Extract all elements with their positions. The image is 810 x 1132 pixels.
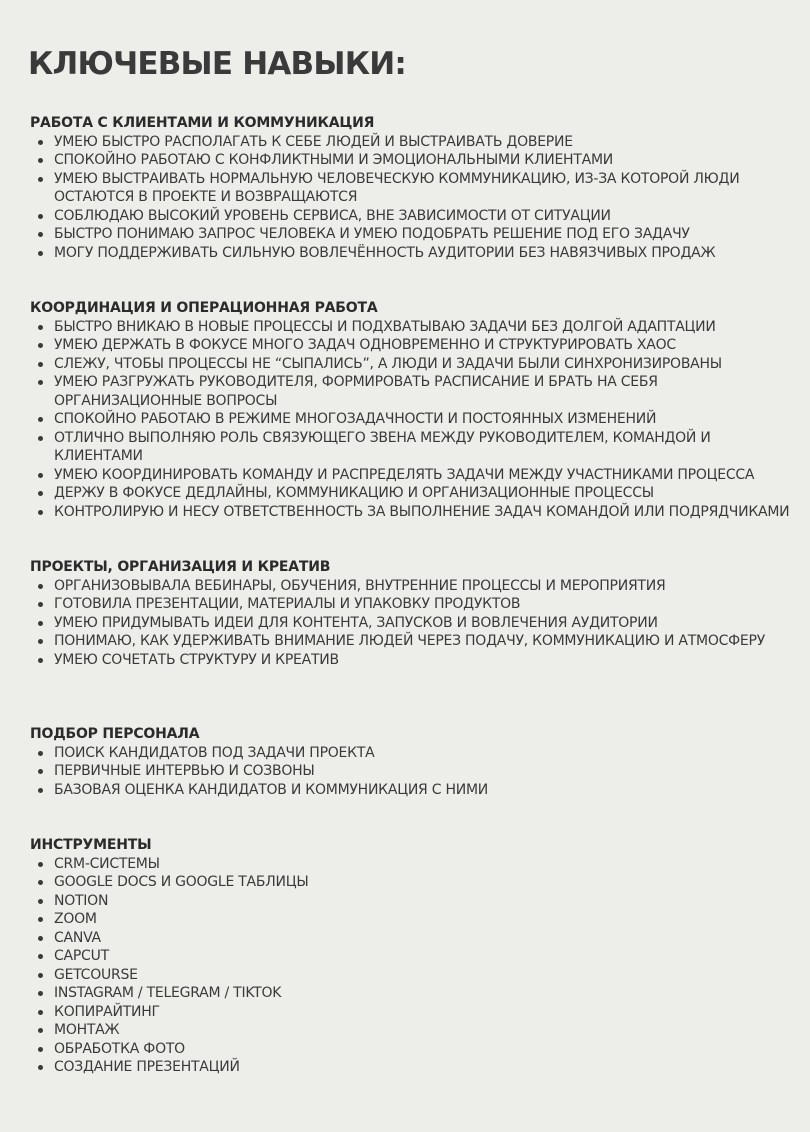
list-item: БЫСТРО ПОНИМАЮ ЗАПРОС ЧЕЛОВЕКА И УМЕЮ ПОДОБРАТЬ РЕШЕНИЕ ПОД ЕГО ЗАДАЧУ <box>30 225 800 244</box>
list-item: ОБРАБОТКА ФОТО <box>30 1040 800 1059</box>
section-heading: ИНСТРУМЕНТЫ <box>30 837 152 853</box>
list-item: CANVA <box>30 929 800 948</box>
list-item: ОТЛИЧНО ВЫПОЛНЯЮ РОЛЬ СВЯЗУЮЩЕГО ЗВЕНА МЕЖДУ РУКОВОДИТЕЛЕМ, КОМАНДОЙ И КЛИЕНТАМИ <box>30 429 800 466</box>
list-item: МОГУ ПОДДЕРЖИВАТЬ СИЛЬНУЮ ВОВЛЕЧЁННОСТЬ АУДИТОРИИ БЕЗ НАВЯЗЧИВЫХ ПРОДАЖ <box>30 244 800 263</box>
list-item: INSTAGRAM / TELEGRAM / TIKTOK <box>30 984 800 1003</box>
list-item: ПОИСК КАНДИДАТОВ ПОД ЗАДАЧИ ПРОЕКТА <box>30 744 800 763</box>
list-item: УМЕЮ РАЗГРУЖАТЬ РУКОВОДИТЕЛЯ, ФОРМИРОВАТЬ РАСПИСАНИЕ И БРАТЬ НА СЕБЯ ОРГАНИЗАЦИОННЫЕ ВОПРОСЫ <box>30 373 800 410</box>
section-tools <box>30 836 800 1077</box>
section-heading: ПРОЕКТЫ, ОРГАНИЗАЦИЯ И КРЕАТИВ <box>30 559 331 575</box>
list-item: ОРГАНИЗОВЫВАЛА ВЕБИНАРЫ, ОБУЧЕНИЯ, ВНУТРЕННИЕ ПРОЦЕССЫ И МЕРОПРИЯТИЯ <box>30 577 800 596</box>
section-clients-communication <box>30 114 800 262</box>
skills-list <box>30 744 800 800</box>
section-projects-creative <box>30 558 800 669</box>
list-item: БЫСТРО ВНИКАЮ В НОВЫЕ ПРОЦЕССЫ И ПОДХВАТЫВАЮ ЗАДАЧИ БЕЗ ДОЛГОЙ АДАПТАЦИИ <box>30 318 800 337</box>
tools-list <box>30 855 800 1077</box>
list-item: ZOOM <box>30 910 800 929</box>
list-item: БАЗОВАЯ ОЦЕНКА КАНДИДАТОВ И КОММУНИКАЦИЯ С НИМИ <box>30 781 800 800</box>
list-item: ГОТОВИЛА ПРЕЗЕНТАЦИИ, МАТЕРИАЛЫ И УПАКОВКУ ПРОДУКТОВ <box>30 595 800 614</box>
section-hiring <box>30 725 800 799</box>
skills-list <box>30 318 800 522</box>
section-heading: ПОДБОР ПЕРСОНАЛА <box>30 726 200 742</box>
list-item: GOOGLE DOCS И GOOGLE ТАБЛИЦЫ <box>30 873 800 892</box>
list-item: ПОНИМАЮ, КАК УДЕРЖИВАТЬ ВНИМАНИЕ ЛЮДЕЙ ЧЕРЕЗ ПОДАЧУ, КОММУНИКАЦИЮ И АТМОСФЕРУ <box>30 632 800 651</box>
list-item: NOTION <box>30 892 800 911</box>
list-item: GETCOURSE <box>30 966 800 985</box>
list-item: CAPCUT <box>30 947 800 966</box>
list-item: СЛЕЖУ, ЧТОБЫ ПРОЦЕССЫ НЕ “СЫПАЛИСЬ”, А ЛЮДИ И ЗАДАЧИ БЫЛИ СИНХРОНИЗИРОВАНЫ <box>30 355 800 374</box>
list-item: ПЕРВИЧНЫЕ ИНТЕРВЬЮ И СОЗВОНЫ <box>30 762 800 781</box>
list-item: УМЕЮ ДЕРЖАТЬ В ФОКУСЕ МНОГО ЗАДАЧ ОДНОВРЕМЕННО И СТРУКТУРИРОВАТЬ ХАОС <box>30 336 800 355</box>
list-item: СОБЛЮДАЮ ВЫСОКИЙ УРОВЕНЬ СЕРВИСА, ВНЕ ЗАВИСИМОСТИ ОТ СИТУАЦИИ <box>30 207 800 226</box>
list-item: УМЕЮ КООРДИНИРОВАТЬ КОМАНДУ И РАСПРЕДЕЛЯТЬ ЗАДАЧИ МЕЖДУ УЧАСТНИКАМИ ПРОЦЕССА <box>30 466 800 485</box>
list-item: УМЕЮ БЫСТРО РАСПОЛАГАТЬ К СЕБЕ ЛЮДЕЙ И ВЫСТРАИВАТЬ ДОВЕРИЕ <box>30 133 800 152</box>
list-item: УМЕЮ СОЧЕТАТЬ СТРУКТУРУ И КРЕАТИВ <box>30 651 800 670</box>
list-item: СОЗДАНИЕ ПРЕЗЕНТАЦИЙ <box>30 1058 800 1077</box>
skills-list <box>30 577 800 670</box>
list-item: КОПИРАЙТИНГ <box>30 1003 800 1022</box>
list-item: МОНТАЖ <box>30 1021 800 1040</box>
section-heading: КООРДИНАЦИЯ И ОПЕРАЦИОННАЯ РАБОТА <box>30 300 378 316</box>
list-item: УМЕЮ ВЫСТРАИВАТЬ НОРМАЛЬНУЮ ЧЕЛОВЕЧЕСКУЮ КОММУНИКАЦИЮ, ИЗ-ЗА КОТОРОЙ ЛЮДИ ОСТАЮТСЯ В ПРОЕКТЕ И ВОЗВРАЩАЮТСЯ <box>30 170 800 207</box>
list-item: CRM-СИСТЕМЫ <box>30 855 800 874</box>
section-heading: РАБОТА С КЛИЕНТАМИ И КОММУНИКАЦИЯ <box>30 115 375 131</box>
page-title: КЛЮЧЕВЫЕ НАВЫКИ: <box>28 46 406 82</box>
list-item: СПОКОЙНО РАБОТАЮ В РЕЖИМЕ МНОГОЗАДАЧНОСТИ И ПОСТОЯННЫХ ИЗМЕНЕНИЙ <box>30 410 800 429</box>
skills-list <box>30 133 800 263</box>
list-item: КОНТРОЛИРУЮ И НЕСУ ОТВЕТСТВЕННОСТЬ ЗА ВЫПОЛНЕНИЕ ЗАДАЧ КОМАНДОЙ ИЛИ ПОДРЯДЧИКАМИ <box>30 503 800 522</box>
list-item: ДЕРЖУ В ФОКУСЕ ДЕДЛАЙНЫ, КОММУНИКАЦИЮ И ОРГАНИЗАЦИОННЫЕ ПРОЦЕССЫ <box>30 484 800 503</box>
section-coordination-operations <box>30 299 800 521</box>
list-item: УМЕЮ ПРИДУМЫВАТЬ ИДЕИ ДЛЯ КОНТЕНТА, ЗАПУСКОВ И ВОВЛЕЧЕНИЯ АУДИТОРИИ <box>30 614 800 633</box>
list-item: СПОКОЙНО РАБОТАЮ С КОНФЛИКТНЫМИ И ЭМОЦИОНАЛЬНЫМИ КЛИЕНТАМИ <box>30 151 800 170</box>
